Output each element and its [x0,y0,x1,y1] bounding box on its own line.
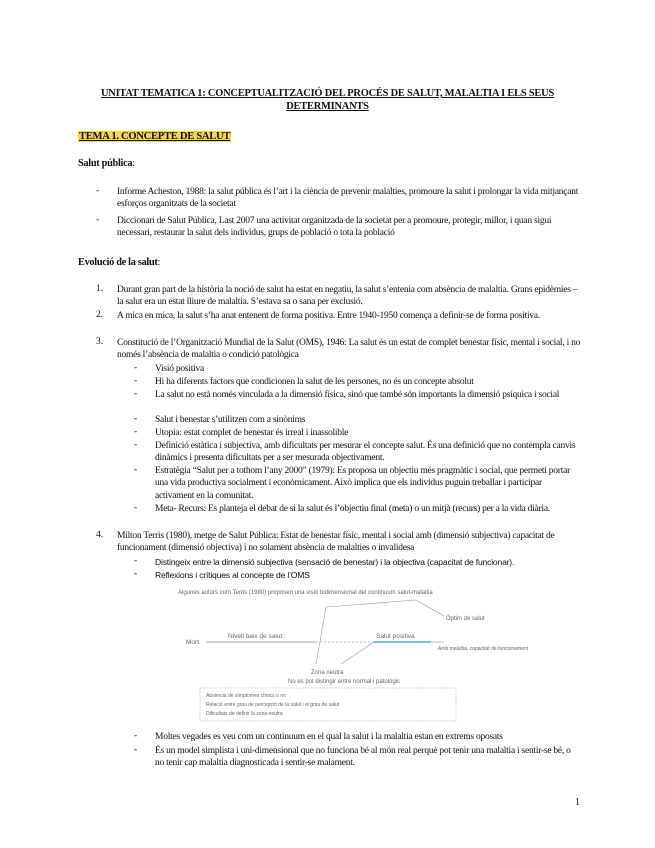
sub-item: Reflexions i crítiques al concepte de l’OMS [155,570,310,580]
sub-item: Distingeix entre la dimensió subjectiva (sensació de benestar) i la objectiva (capacitat de funcionar). [155,557,515,567]
bullet-dash: - [134,363,138,373]
bullet-dash: - [96,186,100,196]
sub-item: La salut no està només vinculada a la dimensió física, sinó que també són importants la dimensió psíquica i social [155,390,560,400]
bullet-dash: - [96,215,100,225]
terris-continuum-diagram [176,582,529,722]
document-title: UNITAT TEMATICA 1: CONCEPTUALITZACIÓ DEL PROCÉS DE SALUT, MALALTIA I ELS SEUS DETERMINANTS [100,88,555,112]
sub-item: Utopia: estat complet de benestar és irreal i inassolible [155,428,349,438]
sub-item: Moltes vegades es veu com un continuum en el qual la salut i la malaltia estan en extrems oposats [155,732,503,742]
evolucio-heading: Evolució de la salut: [78,257,161,268]
bullet-dash: - [134,745,138,755]
diagram-header: Algunes autors com Terris (1980) proposen una visió bidimensional del continuum salut-malaltia [178,590,433,596]
diagram-line-diag2 [341,642,374,664]
bullet-dash: - [134,414,138,424]
section-heading-tema1: TEMA 1. CONCEPTE DE SALUT [79,131,231,142]
sub-item: Hi ha diferents factors que condicionen la salut de les persones, no és un concepte absolut [155,377,474,387]
diagram-optimo-label: Òptim de salut [446,616,485,622]
sub-item: Estratègia “Salut per a tothom l’any 2000” (1979): Es proposa un objectiu més pragmàtic i social, que permeti portar una vida productiva socialment i econòmicament. Això implica que els individus puguin treballar i participar activament en la comunitat. [155,466,570,501]
diagram-alto-label: Salut positiva [376,633,415,640]
evolucio-item-3: Constitució de l’Organització Mundial de la Salut (OMS), 1946: La salut és un estat de complet benestar físic, mental i social, i no només l’absència de malaltia o condició patològica [117,338,581,361]
diagram-legend-2: Relació entre grau de percepció de la salut i el grau de salut [206,702,340,708]
sub-item: És un model simplista i uni-dimensional que no funciona bé al món real perquè pot tenir una malaltia i sentir-se bé, o no tenir cap malaltia diagnosticada i sentir-se malament. [155,746,571,769]
bullet-dash: - [134,427,138,437]
list-number: 3. [96,337,104,347]
sub-item: Meta- Recurs: Es planteja el debat de si la salut és l’objectiu final (meta) o un mitjà (recurs) per a la vida diària. [155,504,550,514]
diagram-line-diag [316,607,326,664]
salut-publica-item-1: Informe Acheston, 1988: la salut pública és l’art i la ciència de prevenir malalties, promoure la salut i prolongar la vida mitjançant esforços organitzats de la societat [117,187,579,210]
bullet-dash: - [134,503,138,513]
diagram-zero-sub: No es pot distingir entre normal i patològic [288,679,401,685]
sub-item: Definició estàtica i subjectiva, amb dificultats per mesurar el concepte salut. És una definició que no contempla canvis dinàmics i presenta dificultats per a ser mesurada objectivament. [155,441,576,464]
bullet-dash: - [134,389,138,399]
evolucio-item-1: Durant gran part de la història la noció de salut ha estat en negatiu, la salut s’entenia com absència de malaltia. Grans epidèmies – la salut era un estat lliure de malaltia. S’estava sa o sana per exclusió. [117,285,578,308]
diagram-right-notes: Amb malaltia, capacitat de funcionament [438,646,529,652]
bullet-dash: - [134,569,138,579]
sub-item: Visió positiva [155,364,204,374]
salut-publica-heading: Salut pública: [78,158,135,169]
diagram-line-upper-right [416,600,444,616]
list-number: 1. [96,284,104,294]
sub-item: Salut i benestar s’utilitzen com a sinònims [155,415,306,425]
bullet-dash: - [134,465,138,475]
list-number: 4. [96,530,104,540]
bullet-dash: - [134,556,138,566]
evolucio-item-2: A mica en mica, la salut s’ha anat entenent de forma positiva. Entre 1940-1950 comença a definir-se de forma positiva. [117,311,540,321]
bullet-dash: - [134,731,138,741]
diagram-legend-3: Dificultats de definir la zona neutra [206,711,283,717]
evolucio-item-4: Milton Terris (1980), metge de Salut Pública: Estat de benestar físic, mental i social amb (dimensió subjectiva) capacitat de funcionament (dimensió objectiva) i no solament absència de malalties o invalidesa [117,531,555,554]
page-number: 1 [575,797,580,808]
diagram-line-upper [326,600,416,607]
salut-publica-item-2: Diccionari de Salut Pública, Last 2007 una activitat organitzada de la societat per a promoure, protegir, millor, i quan sigui necessari, restaurar la salut dels individus, grups de població o tota la població [117,216,552,239]
diagram-left-label: Mort [186,639,199,646]
diagram-legend-1: Absència de símptomes clínics o no [206,693,286,699]
bullet-dash: - [134,376,138,386]
diagram-bajo-label: Nivell baix de salut [228,633,283,640]
bullet-dash: - [134,440,138,450]
diagram-zero-label: Zona neutra [311,670,344,676]
list-number: 2. [96,310,104,320]
